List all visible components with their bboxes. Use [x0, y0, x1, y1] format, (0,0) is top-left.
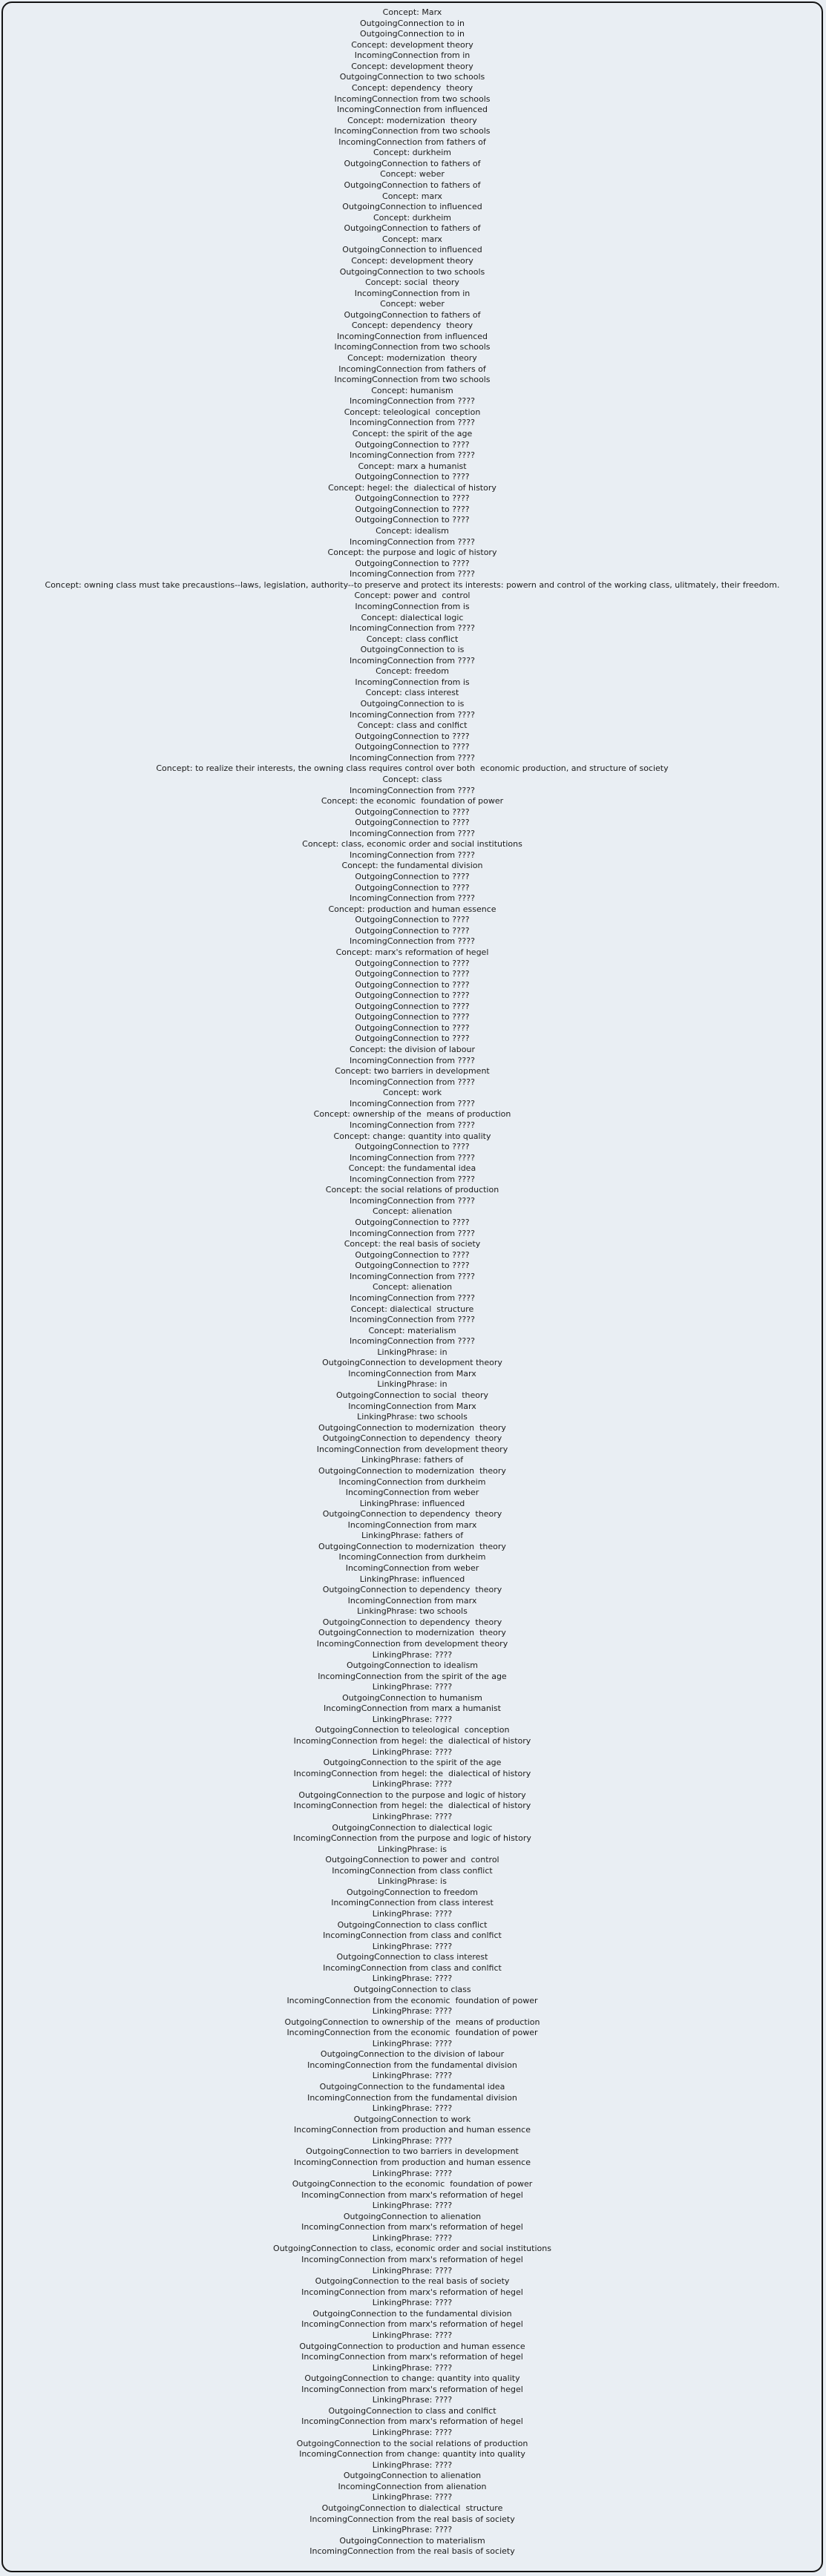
text-line: Concept: modernization theory	[347, 353, 477, 363]
text-line: IncomingConnection from ????	[350, 623, 475, 634]
text-line: IncomingConnection from ????	[350, 1271, 475, 1281]
text-line: IncomingConnection from ????	[350, 850, 475, 860]
text-line: LinkingPhrase: influenced	[359, 1574, 465, 1584]
text-line: LinkingPhrase: ????	[372, 2460, 453, 2470]
text-line: IncomingConnection from ????	[350, 828, 475, 838]
text-line: OutgoingConnection to ownership of the means of production	[284, 2017, 540, 2027]
text-line: IncomingConnection from marx's reformation of hegel	[301, 2222, 523, 2232]
text-line: LinkingPhrase: ????	[372, 2071, 453, 2081]
text-line: IncomingConnection from is	[355, 677, 470, 687]
text-line: Concept: weber	[380, 169, 445, 180]
text-line: OutgoingConnection to class	[353, 1984, 471, 1994]
text-line: IncomingConnection from influenced	[336, 331, 488, 341]
text-line: IncomingConnection from development theory	[316, 1444, 508, 1454]
text-line: Concept: the spirit of the age	[352, 428, 473, 438]
text-line: IncomingConnection from production and human essence	[294, 2125, 531, 2135]
text-line: IncomingConnection from ????	[350, 1098, 475, 1108]
text-line: LinkingPhrase: ????	[372, 2428, 453, 2437]
text-line: LinkingPhrase: in	[377, 1347, 448, 1357]
text-line: Concept: idealism	[376, 526, 449, 536]
text-line: IncomingConnection from hegel: the dialectical of history	[293, 1801, 531, 1811]
text-line: IncomingConnection from the fundamental division	[307, 2060, 517, 2070]
text-line: IncomingConnection from marx a humanist	[324, 1703, 501, 1714]
text-line: LinkingPhrase: ????	[372, 1649, 453, 1660]
text-line: IncomingConnection from ????	[350, 450, 475, 461]
text-line: IncomingConnection from ????	[350, 893, 475, 904]
text-line: IncomingConnection from marx's reformation of hegel	[301, 2255, 523, 2264]
text-line: Concept: development theory	[351, 255, 473, 266]
text-line: IncomingConnection from durkheim	[338, 1552, 486, 1563]
text-line: Concept: the purpose and logic of history	[327, 548, 497, 558]
text-line: OutgoingConnection to dependency theory	[322, 1585, 502, 1595]
text-line: IncomingConnection from ????	[350, 396, 475, 407]
text-line: Concept: class interest	[365, 688, 459, 698]
text-line: IncomingConnection from ????	[350, 1152, 475, 1163]
text-line: IncomingConnection from class interest	[331, 1898, 494, 1908]
text-line: OutgoingConnection to in	[360, 29, 465, 39]
text-line: OutgoingConnection to ????	[355, 1218, 470, 1227]
text-line: IncomingConnection from influenced	[336, 105, 488, 115]
text-line: OutgoingConnection to ????	[355, 818, 470, 828]
text-line: Concept: class and conlfict	[357, 720, 468, 731]
text-line: Concept: durkheim	[373, 148, 452, 158]
text-line: OutgoingConnection to ????	[355, 1034, 470, 1044]
text-line: IncomingConnection from ????	[350, 1315, 475, 1325]
text-line: Concept: ownership of the means of production	[313, 1109, 511, 1120]
text-line: IncomingConnection from alienation	[338, 2481, 487, 2491]
text-line: IncomingConnection from marx's reformation of hegel	[301, 2416, 523, 2427]
text-line: Concept: owning class must take precaustions--laws, legislation, authority--to preserve and protect its interests: powern and control of the working class, ulitmately, their freedom.	[45, 579, 780, 590]
concept-map-text-list	[3, 3, 822, 2557]
text-line: OutgoingConnection to ????	[355, 915, 470, 925]
text-line: LinkingPhrase: ????	[372, 2135, 453, 2146]
text-line: OutgoingConnection to ????	[355, 731, 470, 741]
text-line: IncomingConnection from class conflict	[332, 1865, 493, 1876]
text-line: LinkingPhrase: ????	[372, 1909, 453, 1919]
text-line: OutgoingConnection to dialectical structure	[321, 2503, 503, 2513]
text-line: IncomingConnection from ????	[350, 709, 475, 720]
text-line: IncomingConnection from class and conlfict	[323, 1931, 502, 1941]
text-line: LinkingPhrase: is	[378, 1844, 447, 1854]
text-line: OutgoingConnection to fathers of	[344, 309, 481, 320]
text-line: IncomingConnection from production and human essence	[294, 2157, 531, 2167]
text-line: IncomingConnection from ????	[350, 936, 475, 947]
text-line: OutgoingConnection to the social relations of production	[296, 2438, 528, 2448]
text-line: Concept: weber	[380, 299, 445, 309]
text-line: Concept: teleological conception	[344, 407, 481, 417]
text-line: LinkingPhrase: ????	[372, 2038, 453, 2048]
text-line: IncomingConnection from two schools	[334, 375, 491, 385]
text-line: IncomingConnection from the purpose and logic of history	[293, 1833, 531, 1844]
text-line: OutgoingConnection to class interest	[336, 1952, 488, 1962]
text-line: OutgoingConnection to ????	[355, 1022, 470, 1033]
text-line: OutgoingConnection to the fundamental division	[312, 2308, 512, 2319]
text-line: IncomingConnection from marx's reformation of hegel	[301, 2384, 523, 2394]
text-line: IncomingConnection from in	[354, 288, 471, 298]
text-line: LinkingPhrase: ????	[372, 2330, 453, 2340]
text-line: OutgoingConnection to in	[360, 18, 465, 28]
text-line: OutgoingConnection to social theory	[335, 1390, 489, 1400]
text-line: LinkingPhrase: ????	[372, 1941, 453, 1951]
text-line: Concept: class, economic order and social institutions	[302, 839, 522, 850]
text-line: OutgoingConnection to ????	[355, 925, 470, 936]
text-line: IncomingConnection from ????	[350, 418, 475, 428]
text-line: OutgoingConnection to humanism	[342, 1692, 482, 1703]
text-line: Concept: alienation	[372, 1282, 453, 1292]
text-line: IncomingConnection from marx's reformation of hegel	[301, 2352, 523, 2362]
text-line: Concept: the economic foundation of power	[321, 796, 504, 806]
text-line: IncomingConnection from ????	[350, 1077, 475, 1087]
text-line: OutgoingConnection to the economic foundation of power	[292, 2179, 533, 2189]
text-line: IncomingConnection from two schools	[334, 93, 491, 104]
text-line: Concept: modernization theory	[347, 115, 477, 125]
text-line: OutgoingConnection to ????	[355, 969, 470, 979]
text-line: IncomingConnection from change: quantity into quality	[299, 2449, 525, 2460]
text-line: IncomingConnection from in	[354, 50, 471, 61]
text-line: Concept: to realize their interests, the owning class requires control over both economic production, and structure of society	[156, 763, 669, 774]
text-line: LinkingPhrase: ????	[372, 2103, 453, 2114]
text-line: OutgoingConnection to ????	[355, 806, 470, 817]
text-line: OutgoingConnection to alienation	[343, 2211, 482, 2221]
text-line: IncomingConnection from durkheim	[338, 1476, 486, 1487]
text-line: IncomingConnection from marx's reformation of hegel	[301, 2319, 523, 2330]
text-line: OutgoingConnection to ????	[355, 515, 470, 525]
text-line: LinkingPhrase: influenced	[359, 1498, 465, 1508]
text-line: Concept: the social relations of production	[325, 1185, 499, 1195]
text-line: Concept: work	[382, 1088, 442, 1098]
text-line: OutgoingConnection to fathers of	[344, 158, 481, 168]
text-line: LinkingPhrase: ????	[372, 1779, 453, 1790]
text-line: LinkingPhrase: is	[378, 1876, 447, 1887]
text-line: IncomingConnection from ????	[350, 785, 475, 795]
text-line: OutgoingConnection to ????	[355, 990, 470, 1001]
text-line: IncomingConnection from ????	[350, 1120, 475, 1130]
text-line: IncomingConnection from ????	[350, 536, 475, 547]
text-line: LinkingPhrase: ????	[372, 2006, 453, 2017]
text-line: IncomingConnection from ????	[350, 1055, 475, 1065]
text-line: OutgoingConnection to ????	[355, 742, 470, 752]
text-line: Concept: marx a humanist	[358, 461, 467, 471]
text-line: LinkingPhrase: two schools	[357, 1412, 468, 1422]
text-line: IncomingConnection from ????	[350, 1174, 475, 1184]
text-line: IncomingConnection from fathers of	[338, 364, 486, 374]
text-line: Concept: freedom	[376, 666, 449, 677]
text-line: IncomingConnection from the spirit of the age	[318, 1671, 507, 1681]
text-line: LinkingPhrase: ????	[372, 2362, 453, 2373]
text-line: Concept: change: quantity into quality	[333, 1131, 491, 1141]
text-line: OutgoingConnection to freedom	[346, 1887, 479, 1897]
text-line: LinkingPhrase: ????	[372, 2525, 453, 2535]
text-line: Concept: two barriers in development	[335, 1066, 490, 1077]
text-line: LinkingPhrase: ????	[372, 1682, 453, 1692]
text-line: Concept: development theory	[351, 39, 473, 50]
text-line: Concept: social theory	[365, 277, 459, 288]
text-line: Concept: the fundamental idea	[348, 1163, 476, 1174]
text-line: IncomingConnection from class and conlfict	[323, 1962, 502, 1973]
text-line: IncomingConnection from two schools	[334, 342, 491, 352]
text-line: Concept: production and human essence	[328, 904, 496, 914]
text-line: OutgoingConnection to modernization theory	[318, 1422, 506, 1433]
text-line: OutgoingConnection to ????	[355, 979, 470, 990]
text-line: OutgoingConnection to dependency theory	[322, 1433, 502, 1444]
text-line: OutgoingConnection to ????	[355, 1261, 470, 1271]
text-line: Concept: class conflict	[366, 634, 459, 644]
text-line: OutgoingConnection to ????	[355, 1142, 470, 1152]
text-line: IncomingConnection from hegel: the dialectical of history	[293, 1736, 531, 1746]
text-line: Concept: marx	[382, 191, 442, 201]
text-line: OutgoingConnection to ????	[355, 1001, 470, 1011]
text-line: OutgoingConnection to materialism	[339, 2535, 485, 2546]
text-line: IncomingConnection from ????	[350, 752, 475, 763]
text-line: OutgoingConnection to two schools	[339, 266, 485, 277]
text-line: LinkingPhrase: ????	[372, 1714, 453, 1724]
text-line: LinkingPhrase: ????	[372, 2492, 453, 2503]
text-line: OutgoingConnection to influenced	[342, 245, 482, 255]
text-line: OutgoingConnection to change: quantity into quality	[304, 2373, 520, 2384]
text-line: OutgoingConnection to modernization theory	[318, 1465, 506, 1476]
text-line: OutgoingConnection to dialectical logic	[332, 1822, 493, 1833]
text-line: IncomingConnection from the economic foundation of power	[286, 1995, 538, 2005]
text-line: OutgoingConnection to the spirit of the age	[323, 1758, 502, 1768]
text-line: IncomingConnection from the real basis of society	[309, 2514, 515, 2524]
text-line: OutgoingConnection to is	[360, 645, 465, 655]
text-line: LinkingPhrase: two schools	[357, 1606, 468, 1617]
text-line: LinkingPhrase: ????	[372, 1747, 453, 1757]
text-line: OutgoingConnection to production and human essence	[299, 2341, 525, 2351]
text-line: Concept: humanism	[371, 385, 453, 395]
text-line: Concept: the real basis of society	[344, 1239, 481, 1249]
text-line: IncomingConnection from ????	[350, 1336, 475, 1347]
text-line: Concept: power and control	[354, 591, 471, 601]
text-line: LinkingPhrase: fathers of	[361, 1531, 464, 1541]
text-line: OutgoingConnection to class and conlfict	[328, 2405, 496, 2416]
text-line: IncomingConnection from hegel: the dialectical of history	[293, 1768, 531, 1778]
text-line: OutgoingConnection to class, economic order and social institutions	[273, 2244, 551, 2254]
text-line: LinkingPhrase: in	[377, 1379, 448, 1390]
text-line: LinkingPhrase: ????	[372, 1811, 453, 1821]
text-line: LinkingPhrase: ????	[372, 2201, 453, 2211]
text-line: IncomingConnection from ????	[350, 569, 475, 579]
text-line: OutgoingConnection to ????	[355, 504, 470, 514]
text-line: OutgoingConnection to fathers of	[344, 180, 481, 190]
text-line: OutgoingConnection to is	[360, 699, 465, 709]
text-line: IncomingConnection from the fundamental division	[307, 2092, 517, 2103]
text-line: OutgoingConnection to ????	[355, 882, 470, 893]
text-line: Concept: alienation	[372, 1206, 453, 1217]
text-line: IncomingConnection from the real basis of society	[309, 2546, 515, 2557]
text-line: OutgoingConnection to two barriers in development	[306, 2146, 519, 2157]
text-line: LinkingPhrase: ????	[372, 2232, 453, 2243]
text-line: IncomingConnection from the economic foundation of power	[286, 2028, 538, 2038]
text-line: OutgoingConnection to modernization theory	[318, 1541, 506, 1551]
text-line: IncomingConnection from marx's reformation of hegel	[301, 2287, 523, 2297]
text-line: Concept: class	[382, 774, 442, 784]
text-line: Concept: the fundamental division	[341, 861, 483, 871]
text-line: LinkingPhrase: ????	[372, 1974, 453, 1984]
text-line: IncomingConnection from is	[355, 601, 470, 611]
text-line: OutgoingConnection to modernization theory	[318, 1628, 506, 1638]
text-line: OutgoingConnection to power and control	[325, 1855, 499, 1865]
text-line: Concept: dependency theory	[351, 82, 473, 93]
text-line: OutgoingConnection to alienation	[343, 2471, 482, 2481]
text-line: IncomingConnection from development theory	[316, 1638, 508, 1649]
text-line: IncomingConnection from ????	[350, 655, 475, 666]
bordered-panel	[1, 1, 823, 2572]
text-line: OutgoingConnection to class conflict	[337, 1919, 488, 1930]
text-line: OutgoingConnection to ????	[355, 872, 470, 881]
text-line: Concept: marx	[382, 234, 442, 244]
text-line: LinkingPhrase: ????	[372, 2298, 453, 2308]
text-line: Concept: hegel: the dialectical of history	[328, 482, 496, 493]
text-line: IncomingConnection from marx	[347, 1519, 477, 1530]
text-line: IncomingConnection from marx	[347, 1595, 477, 1606]
text-line: OutgoingConnection to the purpose and logic of history	[298, 1790, 526, 1800]
text-line: IncomingConnection from two schools	[334, 126, 491, 137]
text-line: LinkingPhrase: fathers of	[361, 1455, 464, 1465]
text-line: OutgoingConnection to ????	[355, 472, 470, 482]
text-line: IncomingConnection from ????	[350, 1195, 475, 1206]
text-line: OutgoingConnection to ????	[355, 958, 470, 968]
text-line: OutgoingConnection to ????	[355, 558, 470, 568]
text-line: OutgoingConnection to teleological conception	[315, 1725, 510, 1735]
text-line: OutgoingConnection to development theory	[322, 1358, 502, 1368]
text-line: IncomingConnection from weber	[345, 1563, 479, 1573]
text-line: OutgoingConnection to dependency theory	[322, 1509, 502, 1519]
text-line: Concept: dialectical structure	[350, 1304, 474, 1314]
text-line: IncomingConnection from weber	[345, 1488, 479, 1498]
text-line: Concept: development theory	[351, 61, 473, 71]
text-line: IncomingConnection from ????	[350, 1228, 475, 1238]
text-line: Concept: durkheim	[373, 212, 452, 223]
text-line: OutgoingConnection to the real basis of society	[315, 2276, 510, 2287]
text-line: IncomingConnection from ????	[350, 1292, 475, 1303]
text-line: OutgoingConnection to ????	[355, 1249, 470, 1260]
text-line: OutgoingConnection to two schools	[339, 72, 485, 82]
text-line: IncomingConnection from Marx	[348, 1401, 476, 1411]
text-line: IncomingConnection from Marx	[348, 1368, 476, 1379]
text-line: OutgoingConnection to the fundamental idea	[319, 2082, 505, 2092]
text-line: OutgoingConnection to fathers of	[344, 223, 481, 234]
text-line: OutgoingConnection to ????	[355, 493, 470, 504]
text-line: Concept: marx's reformation of hegel	[335, 947, 489, 957]
text-line: LinkingPhrase: ????	[372, 2168, 453, 2178]
text-line: LinkingPhrase: ????	[372, 2265, 453, 2276]
text-line: Concept: materialism	[368, 1325, 456, 1335]
text-line: Concept: dependency theory	[351, 321, 473, 331]
text-line: OutgoingConnection to influenced	[342, 202, 482, 212]
text-line: OutgoingConnection to work	[353, 2114, 471, 2124]
text-line: LinkingPhrase: ????	[372, 2395, 453, 2405]
text-line: OutgoingConnection to the division of labour	[320, 2049, 505, 2060]
text-line: IncomingConnection from marx's reformation of hegel	[301, 2189, 523, 2200]
text-line: Concept: the division of labour	[350, 1045, 475, 1054]
text-line: OutgoingConnection to ????	[355, 439, 470, 450]
text-line: OutgoingConnection to ????	[355, 1012, 470, 1022]
text-line: Concept: dialectical logic	[361, 612, 464, 622]
text-line: IncomingConnection from fathers of	[338, 137, 486, 147]
text-line: Concept: Marx	[382, 7, 442, 17]
text-line: OutgoingConnection to idealism	[346, 1660, 479, 1671]
text-line: OutgoingConnection to dependency theory	[322, 1617, 502, 1627]
